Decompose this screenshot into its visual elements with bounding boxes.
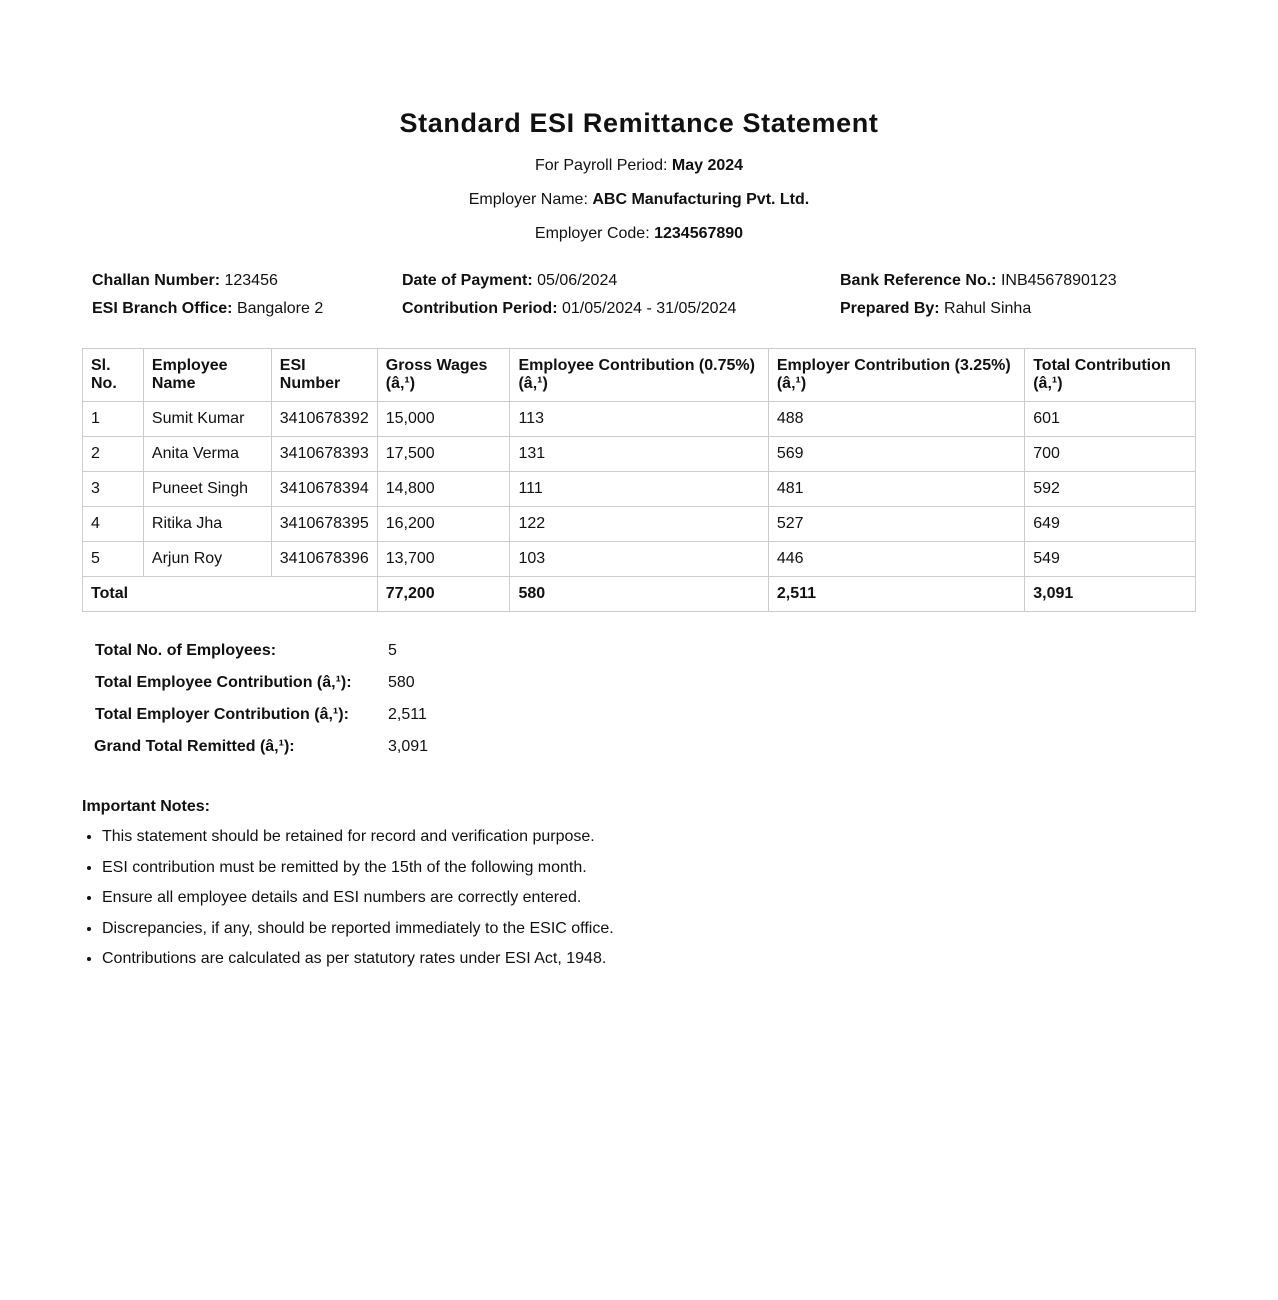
bank-reference [840,272,1117,290]
table-row [83,437,1196,472]
notes-title: Important Notes: [82,798,210,815]
date-of-payment-value: 05/06/2024 [537,272,618,289]
summary-grand-total-label: Grand Total Remitted (â‚¹): [94,738,295,755]
cell-total-contribution: 700 [1025,437,1196,472]
cell-total-contribution: 549 [1025,542,1196,577]
cell-gross-wages: 14,800 [377,472,510,507]
table-total-row [83,577,1196,612]
payroll-period-line [0,157,1278,175]
payroll-period-label: For Payroll Period: [534,157,672,174]
cell-sl-no: 3 [83,472,144,507]
list-item: • Discrepancies, if any, should be reported immediately to the ESIC office. [102,918,614,949]
header-employee-contribution: Employee Contribution (0.75%) (â‚¹) [510,349,768,402]
table-row [83,542,1196,577]
header-gross-wages: Gross Wages (â‚¹) [377,349,510,402]
list-item: • ESI contribution must be remitted by the 15th of the following month. [102,857,614,888]
cell-gross-wages: 13,700 [377,542,510,577]
cell-total-contribution: 592 [1025,472,1196,507]
esi-branch-office-label: ESI Branch Office: [92,300,233,317]
contribution-table [82,348,1196,612]
header-esi-number: ESI Number [271,349,377,402]
contribution-period [402,300,736,318]
cell-employee-contribution: 122 [510,507,768,542]
total-contribution: 3,091 [1025,577,1196,612]
cell-employer-contribution: 481 [768,472,1024,507]
table-row [83,507,1196,542]
date-of-payment-label: Date of Payment: [402,272,533,289]
esi-branch-office-value: Bangalore 2 [236,300,324,317]
header-employee-name: Employee Name [143,349,271,402]
summary-employee-contribution-label: Total Employee Contribution (â‚¹): [95,674,352,691]
cell-sl-no: 4 [83,507,144,542]
summary-total-employees [94,640,428,672]
summary-total-employees-label: Total No. of Employees: [95,642,277,659]
cell-employee-contribution: 103 [510,542,768,577]
total-gross-wages: 77,200 [377,577,510,612]
cell-employer-contribution: 569 [768,437,1024,472]
summary-employer-contribution [94,704,428,736]
cell-esi-number: 3410678396 [271,542,377,577]
employer-code-line [0,225,1278,243]
cell-sl-no: 5 [83,542,144,577]
cell-total-contribution: 601 [1025,402,1196,437]
cell-employer-contribution: 446 [768,542,1024,577]
cell-employee-name: Arjun Roy [143,542,271,577]
employer-name-line [0,191,1278,209]
contribution-period-value: 01/05/2024 - 31/05/2024 [561,300,737,317]
bank-reference-label: Bank Reference No.: [840,272,997,289]
cell-employer-contribution: 488 [768,402,1024,437]
list-item: • This statement should be retained for record and verification purpose. [102,826,614,857]
cell-gross-wages: 16,200 [377,507,510,542]
employer-code-value: 1234567890 [654,225,744,242]
cell-gross-wages: 15,000 [377,402,510,437]
cell-sl-no: 1 [83,402,144,437]
table-row [83,472,1196,507]
challan-number [92,272,278,290]
summary-grand-total-value: 3,091 [388,738,429,755]
header-total-contribution: Total Contribution (â‚¹) [1025,349,1196,402]
cell-sl-no: 2 [83,437,144,472]
page-title: Standard ESI Remittance Statement [399,108,879,138]
total-label: Total [83,577,378,612]
cell-esi-number: 3410678394 [271,472,377,507]
header-sl-no: Sl. No. [83,349,144,402]
summary-employee-contribution [94,672,428,704]
cell-total-contribution: 649 [1025,507,1196,542]
summary-total-employees-value: 5 [388,642,397,659]
list-item: • Ensure all employee details and ESI numbers are correctly entered. [102,887,614,918]
total-employee-contribution: 580 [510,577,768,612]
cell-employee-name: Ritika Jha [143,507,271,542]
total-employer-contribution: 2,511 [768,577,1024,612]
list-item: • Contributions are calculated as per statutory rates under ESI Act, 1948. [102,948,614,979]
esi-branch-office [92,300,323,318]
header-employer-contribution: Employer Contribution (3.25%) (â‚¹) [768,349,1024,402]
employer-name-label: Employer Name: [468,191,593,208]
cell-esi-number: 3410678392 [271,402,377,437]
cell-employee-name: Puneet Singh [143,472,271,507]
employer-code-label: Employer Code: [534,225,655,242]
payroll-period-value: May 2024 [671,157,744,174]
cell-gross-wages: 17,500 [377,437,510,472]
cell-esi-number: 3410678395 [271,507,377,542]
challan-number-value: 123456 [224,272,278,289]
notes-list [82,826,614,979]
table-row [83,402,1196,437]
contribution-period-label: Contribution Period: [402,300,558,317]
cell-employer-contribution: 527 [768,507,1024,542]
challan-number-label: Challan Number: [92,272,221,289]
summary-block [94,640,428,768]
bank-reference-value: INB4567890123 [1000,272,1117,289]
table-header-row [83,349,1196,402]
prepared-by [840,300,1031,318]
summary-grand-total [94,736,428,768]
date-of-payment [402,272,617,290]
cell-esi-number: 3410678393 [271,437,377,472]
employer-name-value: ABC Manufacturing Pvt. Ltd. [592,191,810,208]
cell-employee-contribution: 113 [510,402,768,437]
cell-employee-contribution: 111 [510,472,768,507]
summary-employee-contribution-value: 580 [388,674,415,691]
cell-employee-contribution: 131 [510,437,768,472]
cell-employee-name: Anita Verma [143,437,271,472]
prepared-by-label: Prepared By: [840,300,940,317]
cell-employee-name: Sumit Kumar [143,402,271,437]
prepared-by-value: Rahul Sinha [944,300,1032,317]
summary-employer-contribution-value: 2,511 [388,706,427,723]
summary-employer-contribution-label: Total Employer Contribution (â‚¹): [95,706,349,723]
